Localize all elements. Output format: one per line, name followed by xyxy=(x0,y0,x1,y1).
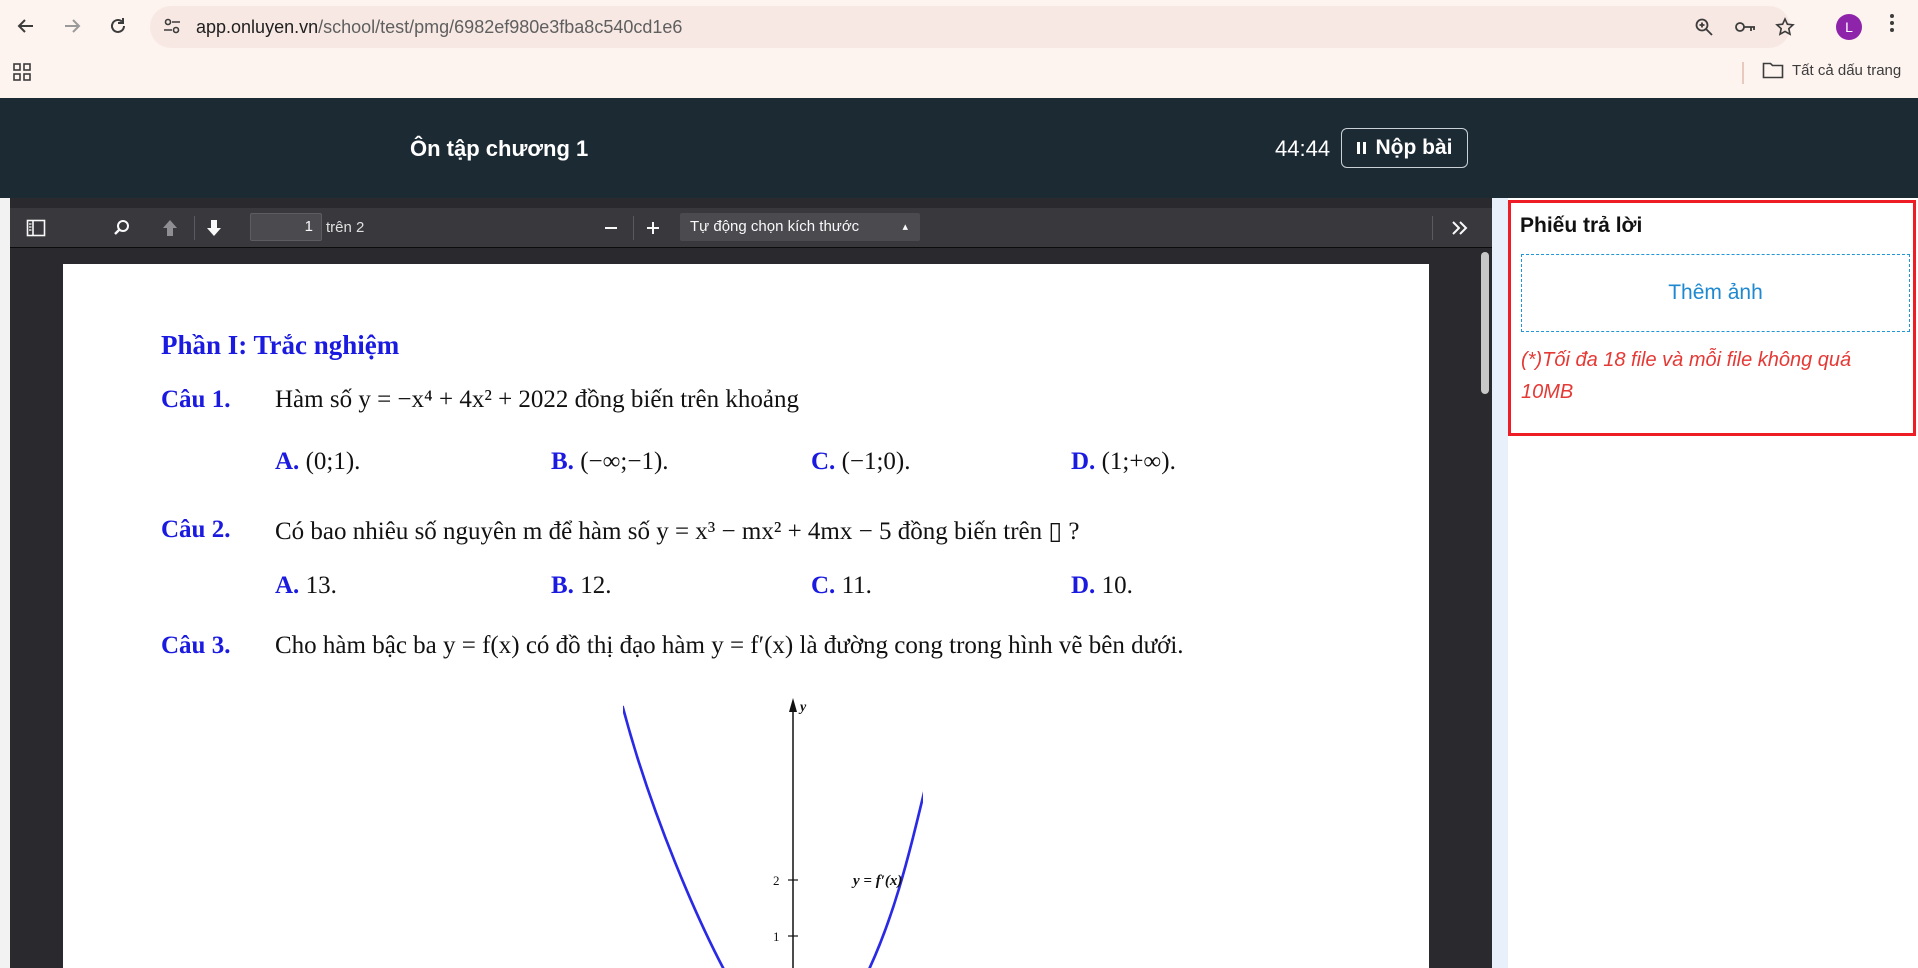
option-b xyxy=(551,448,669,476)
bookmark-star-icon[interactable] xyxy=(1773,15,1797,39)
option-key: C. xyxy=(811,448,836,475)
option-value: 13. xyxy=(305,572,337,599)
page-number-input[interactable]: 1 xyxy=(250,213,322,241)
submit-label: Nộp bài xyxy=(1375,136,1453,159)
zoom-in-icon[interactable] xyxy=(641,216,665,240)
y-axis-arrow xyxy=(789,698,797,712)
browser-menu-icon[interactable] xyxy=(1882,12,1902,42)
option-key: C. xyxy=(811,572,836,599)
option-key: A. xyxy=(275,572,300,599)
question-text: Hàm số y = −x⁴ + 4x² + 2022 đồng biến trên khoảng xyxy=(275,386,799,413)
previous-page-icon[interactable] xyxy=(158,216,182,240)
url-text[interactable] xyxy=(196,17,682,38)
zoom-icon[interactable] xyxy=(1692,15,1716,39)
zoom-select-value: Tự động chọn kích thước xyxy=(690,218,860,235)
option-value: (−1;0). xyxy=(841,448,911,475)
option-key: D. xyxy=(1071,448,1096,475)
add-image-button[interactable]: Thêm ảnh xyxy=(1521,254,1910,332)
question-text: Có bao nhiêu số nguyên m để hàm số y = x³ − mx² + 4mx − 5 đồng biến trên ▯ ? xyxy=(275,518,1080,545)
toolbar-separator xyxy=(1432,216,1433,240)
answer-sheet-title: Phiếu trả lời xyxy=(1520,214,1643,237)
option-key: B. xyxy=(551,448,574,475)
option-d xyxy=(1071,448,1176,476)
derivative-graph xyxy=(623,694,923,968)
test-title: Ôn tập chương 1 xyxy=(410,136,589,161)
section-title: Phần I: Trắc nghiệm xyxy=(161,330,400,360)
question-label: Câu 2. xyxy=(161,516,231,543)
back-icon[interactable] xyxy=(10,10,42,42)
reload-icon[interactable] xyxy=(102,10,134,42)
question-label: Câu 1. xyxy=(161,386,231,413)
option-value: 12. xyxy=(580,572,612,599)
option-value: (1;+∞). xyxy=(1101,448,1176,475)
pdf-page xyxy=(63,264,1429,968)
app-header xyxy=(0,98,1918,198)
site-info-icon[interactable] xyxy=(162,16,184,38)
tools-menu-icon[interactable] xyxy=(1448,216,1472,240)
option-value: (0;1). xyxy=(305,448,361,475)
option-value: (−∞;−1). xyxy=(580,448,669,475)
toolbar-separator xyxy=(194,216,195,240)
option-value: 11. xyxy=(841,572,872,599)
pdf-scrollbar-thumb[interactable] xyxy=(1481,252,1489,394)
option-c xyxy=(811,448,911,476)
option-a xyxy=(275,572,337,600)
next-page-icon[interactable] xyxy=(202,216,226,240)
question-label: Câu 3. xyxy=(161,632,231,659)
tick-label-2: 2 xyxy=(773,873,780,888)
countdown-timer: 44:44 xyxy=(1275,136,1331,161)
url-host: app.onluyen.vn xyxy=(196,17,319,37)
zoom-out-icon[interactable] xyxy=(599,216,623,240)
address-bar[interactable] xyxy=(150,6,1790,48)
option-key: D. xyxy=(1071,572,1096,599)
option-key: B. xyxy=(551,572,574,599)
option-a xyxy=(275,448,360,476)
panel-divider xyxy=(1492,198,1508,968)
option-key: A. xyxy=(275,448,300,475)
password-key-icon[interactable] xyxy=(1733,15,1757,39)
tick-label-1: 1 xyxy=(773,929,780,944)
url-path: /school/test/pmg/6982ef980e3fba8c540cd1e6 xyxy=(318,17,683,37)
toolbar-separator xyxy=(633,216,634,240)
find-icon[interactable] xyxy=(110,216,134,240)
pdf-viewer-edge xyxy=(0,198,10,968)
select-arrows-icon: ▴ xyxy=(902,221,908,233)
option-c xyxy=(811,572,872,600)
pause-icon xyxy=(1357,142,1366,154)
submit-button[interactable] xyxy=(1341,128,1468,168)
option-b xyxy=(551,572,611,600)
all-bookmarks-label: Tất cả dấu trang xyxy=(1792,61,1902,79)
apps-grid-icon[interactable] xyxy=(12,62,36,86)
all-bookmarks-button[interactable] xyxy=(1762,61,1901,79)
option-d xyxy=(1071,572,1133,600)
sidebar-toggle-icon[interactable] xyxy=(24,216,48,240)
pdf-toolbar xyxy=(10,208,1492,248)
option-value: 10. xyxy=(1101,572,1133,599)
curve-label: y = f′(x) xyxy=(853,873,903,889)
profile-avatar[interactable]: L xyxy=(1836,14,1862,40)
page-count: trên 2 xyxy=(326,219,365,236)
question-text: Cho hàm bậc ba y = f(x) có đồ thị đạo hàm y = f′(x) là đường cong trong hình vẽ bên dưới. xyxy=(275,632,1184,659)
y-axis-label: y xyxy=(800,700,807,715)
folder-icon xyxy=(1762,61,1784,79)
zoom-select[interactable] xyxy=(680,213,920,241)
upload-limit-note: (*)Tối đa 18 file và mỗi file không quá 10MB xyxy=(1521,349,1852,403)
forward-icon[interactable] xyxy=(56,10,88,42)
bookmark-separator xyxy=(1742,62,1744,84)
